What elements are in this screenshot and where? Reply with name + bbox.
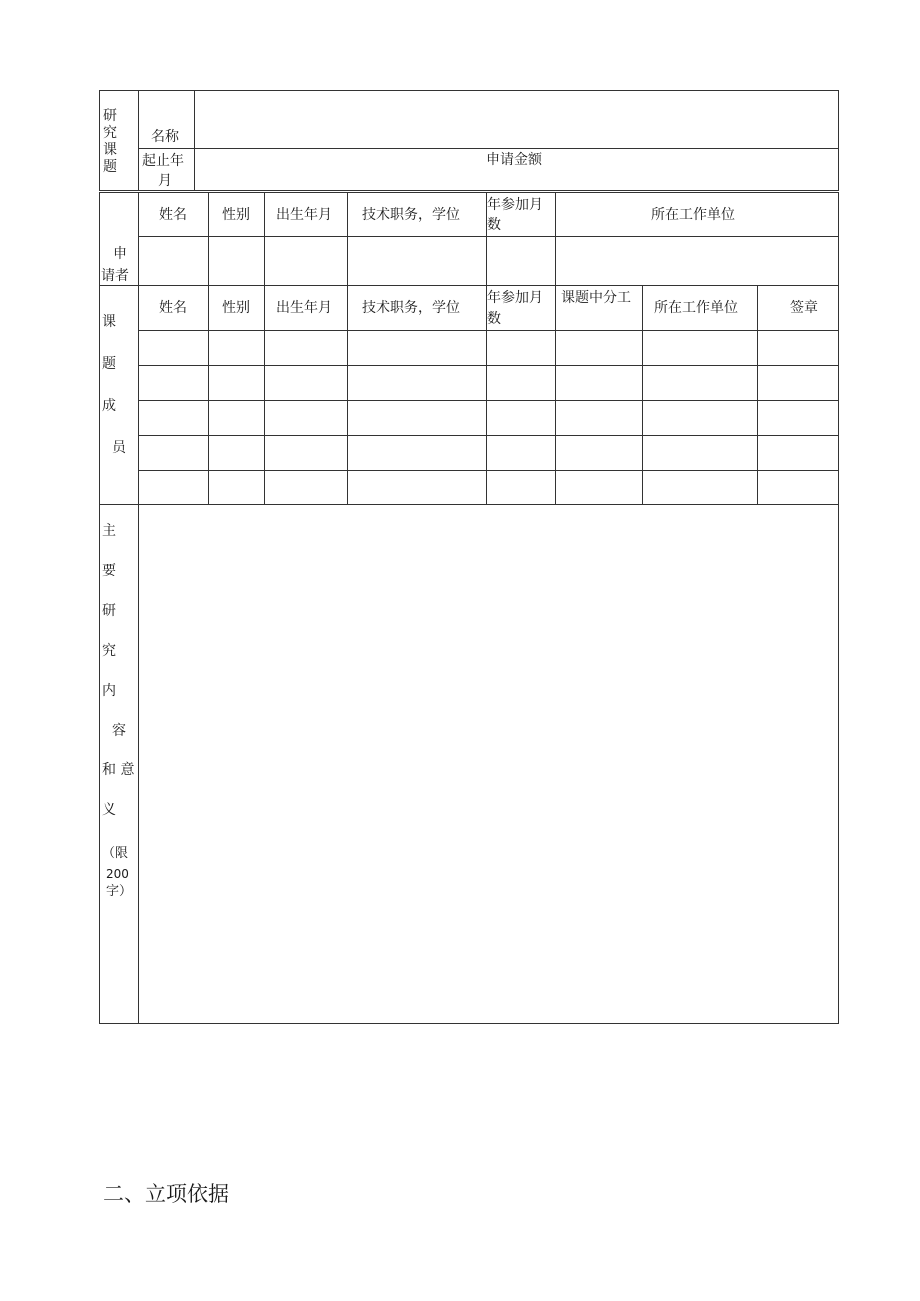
applicant-header-title-text: 技术职务，学位 bbox=[362, 207, 460, 223]
content-side-char-2: 要 bbox=[102, 563, 116, 579]
member-row-4-gender-field[interactable] bbox=[208, 435, 265, 471]
members-header-name-text: 姓名 bbox=[159, 300, 187, 316]
applicant-unit-field[interactable] bbox=[555, 236, 839, 286]
member-row-5-title-field[interactable] bbox=[347, 470, 487, 505]
content-side-char-6: 容 bbox=[112, 723, 126, 739]
member-row-5-signature-field[interactable] bbox=[757, 470, 839, 505]
member-row-5-unit-field[interactable] bbox=[642, 470, 758, 505]
topic-side-label: 研究课题 bbox=[103, 108, 117, 175]
members-header-months-line2: 数 bbox=[487, 311, 501, 327]
content-limit-line2: 200 bbox=[106, 867, 129, 881]
member-row-2-birth-field[interactable] bbox=[264, 365, 348, 401]
content-limit-line1: （限 bbox=[102, 846, 129, 861]
applicant-side-label-line1: 申 bbox=[113, 246, 127, 262]
member-row-3-division-field[interactable] bbox=[555, 400, 643, 436]
content-limit-line3: 字） bbox=[106, 884, 133, 899]
members-header-unit-text: 所在工作单位 bbox=[654, 300, 738, 316]
member-row-3-name-field[interactable] bbox=[138, 400, 209, 436]
members-header-title-text: 技术职务，学位 bbox=[362, 300, 460, 316]
applicant-birth-field[interactable] bbox=[264, 236, 348, 286]
applicant-header-months-line2: 数 bbox=[487, 217, 501, 233]
members-side-char-4: 员 bbox=[112, 440, 126, 456]
member-row-4-division-field[interactable] bbox=[555, 435, 643, 471]
member-row-2-name-field[interactable] bbox=[138, 365, 209, 401]
content-side-char-5: 内 bbox=[102, 683, 116, 699]
applicant-header-name-text: 姓名 bbox=[159, 207, 187, 223]
section-heading: 二、立项依据 bbox=[103, 1182, 229, 1206]
member-row-3-gender-field[interactable] bbox=[208, 400, 265, 436]
members-header-signature-text: 签章 bbox=[790, 300, 818, 316]
applicant-header-gender-text: 性别 bbox=[222, 207, 250, 223]
member-row-3-title-field[interactable] bbox=[347, 400, 487, 436]
member-row-2-months-field[interactable] bbox=[486, 365, 556, 401]
applicant-name-field[interactable] bbox=[138, 236, 209, 286]
applicant-header-unit-text: 所在工作单位 bbox=[651, 207, 735, 223]
member-row-1-signature-field[interactable] bbox=[757, 330, 839, 366]
member-row-4-signature-field[interactable] bbox=[757, 435, 839, 471]
members-header-months-line1: 年参加月 bbox=[487, 290, 543, 306]
apply-amount-label: 申请金额 bbox=[486, 152, 542, 168]
member-row-5-months-field[interactable] bbox=[486, 470, 556, 505]
start-end-label-line2: 月 bbox=[158, 173, 172, 189]
member-row-1-name-field[interactable] bbox=[138, 330, 209, 366]
member-row-1-birth-field[interactable] bbox=[264, 330, 348, 366]
applicant-title-field[interactable] bbox=[347, 236, 487, 286]
applicant-gender-field[interactable] bbox=[208, 236, 265, 286]
member-row-5-birth-field[interactable] bbox=[264, 470, 348, 505]
member-row-2-signature-field[interactable] bbox=[757, 365, 839, 401]
member-row-2-title-field[interactable] bbox=[347, 365, 487, 401]
content-side-char-7: 和 意 bbox=[102, 762, 135, 778]
member-row-1-title-field[interactable] bbox=[347, 330, 487, 366]
members-side-char-2: 题 bbox=[102, 356, 116, 372]
member-row-3-months-field[interactable] bbox=[486, 400, 556, 436]
member-row-2-unit-field[interactable] bbox=[642, 365, 758, 401]
topic-name-label: 名称 bbox=[151, 129, 179, 145]
member-row-2-gender-field[interactable] bbox=[208, 365, 265, 401]
content-side-char-3: 研 bbox=[102, 603, 116, 619]
applicant-header-birth-text: 出生年月 bbox=[276, 207, 332, 223]
members-header-birth-text: 出生年月 bbox=[276, 300, 332, 316]
member-row-2-division-field[interactable] bbox=[555, 365, 643, 401]
member-row-5-gender-field[interactable] bbox=[208, 470, 265, 505]
member-row-3-unit-field[interactable] bbox=[642, 400, 758, 436]
member-row-1-division-field[interactable] bbox=[555, 330, 643, 366]
member-row-5-name-field[interactable] bbox=[138, 470, 209, 505]
member-row-3-birth-field[interactable] bbox=[264, 400, 348, 436]
member-row-4-months-field[interactable] bbox=[486, 435, 556, 471]
member-row-5-division-field[interactable] bbox=[555, 470, 643, 505]
applicant-months-field[interactable] bbox=[486, 236, 556, 286]
member-row-4-birth-field[interactable] bbox=[264, 435, 348, 471]
content-side-char-8: 义 bbox=[102, 802, 116, 818]
member-row-4-name-field[interactable] bbox=[138, 435, 209, 471]
member-row-1-months-field[interactable] bbox=[486, 330, 556, 366]
applicant-side-label-line2: 请者 bbox=[101, 268, 129, 284]
applicant-header-months-line1: 年参加月 bbox=[487, 197, 543, 213]
content-body-field[interactable] bbox=[138, 504, 839, 1024]
members-side-char-3: 成 bbox=[102, 398, 116, 414]
members-header-division-text: 课题中分工 bbox=[561, 290, 631, 306]
content-side-char-4: 究 bbox=[102, 643, 116, 659]
member-row-1-gender-field[interactable] bbox=[208, 330, 265, 366]
content-side-char-1: 主 bbox=[102, 523, 116, 539]
member-row-4-unit-field[interactable] bbox=[642, 435, 758, 471]
members-header-gender-text: 性别 bbox=[222, 300, 250, 316]
members-side-char-1: 课 bbox=[102, 314, 116, 330]
member-row-3-signature-field[interactable] bbox=[757, 400, 839, 436]
start-end-label-line1: 起止年 bbox=[142, 153, 184, 169]
member-row-4-title-field[interactable] bbox=[347, 435, 487, 471]
member-row-1-unit-field[interactable] bbox=[642, 330, 758, 366]
topic-name-value-cell[interactable] bbox=[194, 90, 839, 149]
